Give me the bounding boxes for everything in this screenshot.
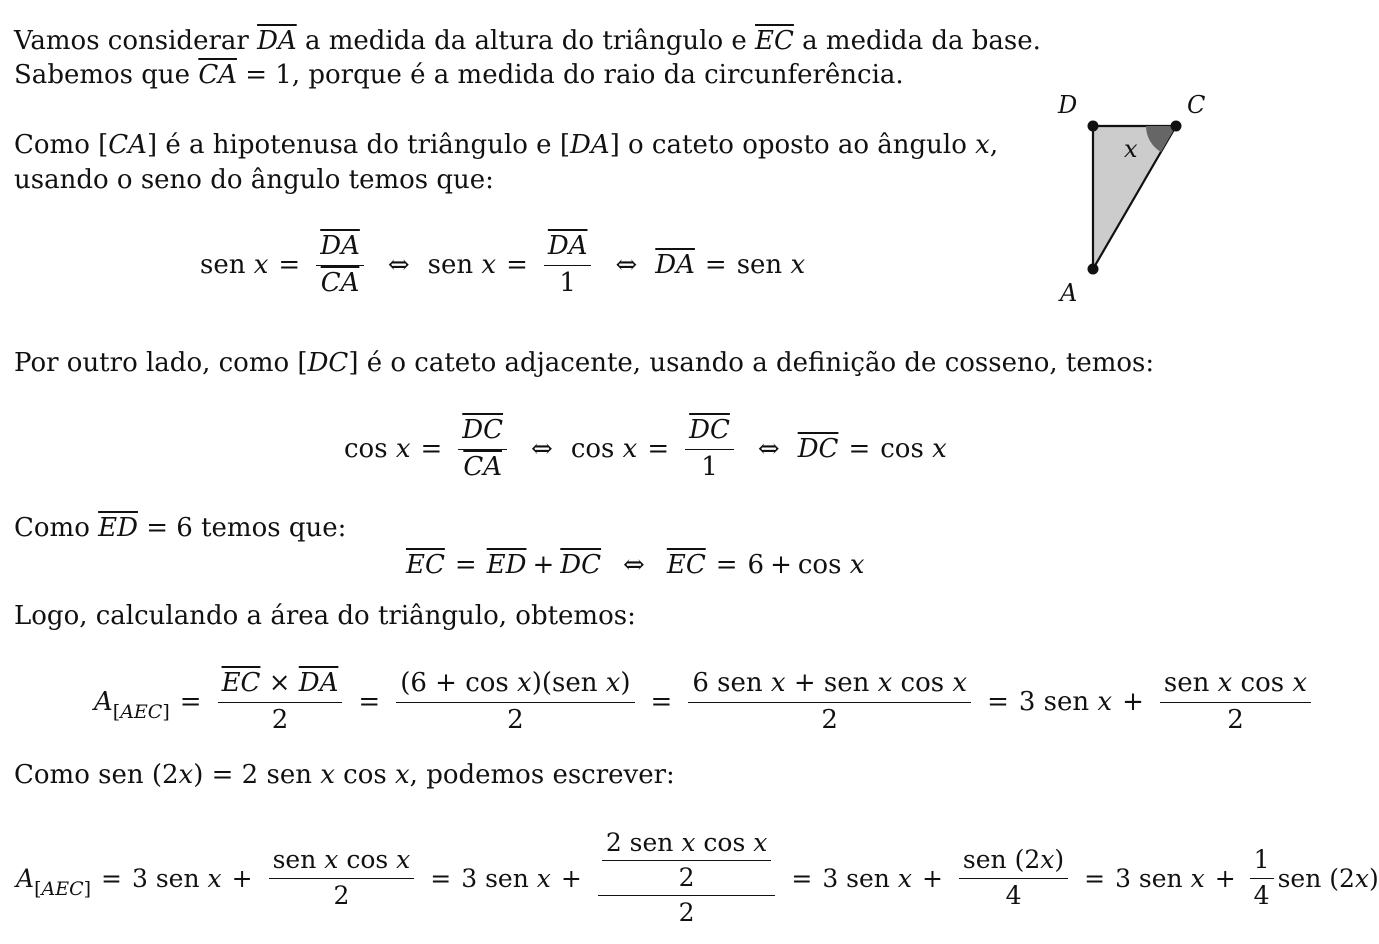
text-line-1 — [14, 28, 1041, 54]
eq-sign: = — [420, 434, 443, 464]
text: cos — [334, 760, 395, 790]
plus-sign: + — [921, 863, 943, 893]
variable-x: x — [178, 760, 194, 790]
eq-sign: = — [650, 687, 673, 717]
segment-ED: $\overline{ED}$ — [486, 550, 527, 580]
numerator: $\overline{EC} \times \overline{DA}$ — [218, 670, 343, 702]
text: Vamos considerar — [14, 26, 258, 56]
cos-text: cos x — [344, 434, 411, 464]
plus-sign: + — [1214, 863, 1236, 893]
denominator: 2 — [821, 704, 838, 735]
area-symbol: $A_{[AEC]}$ — [16, 863, 92, 900]
text-line-8 — [14, 762, 675, 788]
text-line-5 — [14, 350, 1154, 376]
term: 3 sen x — [822, 863, 912, 893]
cos-text: cos x — [880, 434, 947, 464]
segment-DA: $\overline{DA}$ — [257, 26, 297, 56]
text-line-2 — [14, 62, 904, 88]
iff-symbol: ⇔ — [623, 550, 645, 580]
segment-DC: $\overline{DC}$ — [797, 434, 839, 464]
denominator: CA — [463, 451, 502, 482]
text: Como — [14, 513, 99, 543]
fraction — [1160, 670, 1311, 734]
eq-sign: = — [715, 550, 738, 580]
text: = 1, porque é a medida do raio da circunferência. — [236, 60, 904, 90]
fraction — [396, 670, 634, 734]
variable-x: x — [320, 760, 335, 790]
text-line-4: usando o seno do ângulo temos que: — [14, 165, 494, 195]
segment-EC: $\overline{EC}$ — [666, 550, 706, 580]
eq-sign: = — [791, 863, 813, 893]
segment-ED: $\overline{ED}$ — [98, 513, 138, 543]
fraction — [1250, 847, 1274, 909]
fraction — [269, 847, 415, 909]
denominator: 2 — [678, 898, 695, 928]
plus-sign: + — [532, 550, 555, 580]
cos-text: cos x — [570, 434, 638, 464]
segment-EC: $\overline{EC}$ — [406, 550, 445, 580]
denominator: 2 — [1227, 704, 1244, 735]
inner-fraction — [602, 827, 772, 892]
eq-sign: = — [987, 687, 1009, 717]
iff-symbol: ⇔ — [757, 434, 780, 464]
term: 3 sen x — [461, 863, 551, 893]
number: 6 — [747, 550, 765, 580]
numerator — [598, 827, 776, 897]
iff-symbol: ⇔ — [615, 250, 638, 280]
eq-sign: = — [454, 550, 477, 580]
cos-text: cos x — [797, 550, 865, 580]
text: , podemos escrever: — [409, 760, 675, 790]
segment-CA: CA — [108, 130, 147, 160]
numerator: (6 + cos x)(sen x) — [396, 670, 634, 702]
plus-sign: + — [770, 550, 792, 580]
text-line-7: Logo, calculando a área do triângulo, obtemos: — [14, 601, 636, 631]
text: Sabemos que — [14, 60, 199, 90]
area-symbol: $A_{[AEC]}$ — [94, 687, 170, 723]
segment-DA: DA — [569, 130, 610, 160]
text: ] é o cateto adjacente, usando a definição de cosseno, temos: — [348, 348, 1155, 378]
plus-sign: + — [231, 863, 253, 893]
numerator: $\overline{DA}$ — [544, 233, 592, 265]
segment-CA: $\overline{CA}$ — [198, 60, 237, 90]
eq-sign: = — [704, 250, 727, 280]
denominator: 4 — [1253, 880, 1270, 910]
label-D: D — [1058, 91, 1078, 119]
text-line-3 — [14, 132, 998, 158]
denominator: 4 — [1005, 880, 1022, 910]
fraction — [688, 670, 971, 734]
plus-sign: + — [560, 863, 582, 893]
text: Por outro lado, como [ — [14, 348, 308, 378]
variable-x: x — [975, 130, 990, 160]
text: , — [989, 130, 999, 160]
iff-symbol: ⇔ — [387, 250, 410, 280]
variable-x: x — [395, 760, 410, 790]
fraction — [959, 847, 1068, 909]
text: = 6 temos que: — [137, 513, 347, 543]
point-A — [1088, 264, 1099, 275]
denominator: 1 — [559, 267, 576, 298]
fraction — [544, 233, 592, 297]
eq-sign: = — [647, 434, 670, 464]
text: ] o cateto oposto ao ângulo — [609, 130, 976, 160]
sen-text: sen x — [427, 250, 497, 280]
label-C: C — [1187, 91, 1206, 119]
denominator: CA — [320, 267, 360, 298]
inner-numerator: 2 sen x cos x — [602, 830, 772, 861]
equation-base — [406, 548, 864, 582]
sen-text: sen x — [736, 250, 806, 280]
numerator: 6 sen x + sen x cos x — [688, 670, 971, 702]
eq-sign: = — [506, 250, 528, 280]
label-A: A — [1060, 279, 1078, 307]
eq-sign: = — [101, 863, 122, 893]
text: a medida da altura do triângulo e — [296, 26, 756, 56]
eq-sign: = — [848, 434, 871, 464]
denominator: 1 — [701, 451, 718, 482]
denominator: 2 — [271, 704, 289, 735]
point-C — [1171, 121, 1182, 132]
denominator: 2 — [333, 880, 350, 910]
equation-area — [94, 664, 1317, 740]
point-D — [1088, 121, 1099, 132]
eq-sign: = — [278, 250, 301, 280]
numerator: sen x cos x — [269, 847, 415, 878]
eq-sign: = — [179, 687, 202, 717]
numerator: $\overline{DC}$ — [458, 417, 507, 449]
fraction — [316, 233, 364, 297]
text: a medida da base. — [793, 26, 1041, 56]
equation-final — [16, 818, 1379, 938]
numerator: $\overline{DA}$ — [316, 233, 364, 265]
eq-sign: = — [430, 863, 452, 893]
term: 3 sen x — [1018, 687, 1113, 717]
text: Como [ — [14, 130, 109, 160]
iff-symbol: ⇔ — [531, 434, 553, 464]
label-angle-x: x — [1124, 135, 1138, 163]
eq-sign: = — [1084, 863, 1106, 893]
segment-DA: $\overline{DA}$ — [655, 250, 695, 280]
numerator: 1 — [1250, 847, 1274, 878]
term: 3 sen x — [132, 863, 222, 893]
segment-EC: $\overline{EC}$ — [755, 26, 794, 56]
eq-sign: = — [358, 687, 381, 717]
text: ) = 2 sen — [193, 760, 321, 790]
term: 3 sen x — [1115, 863, 1205, 893]
numerator: sen (2x) — [959, 847, 1068, 878]
term: sen (2x) — [1277, 863, 1379, 893]
fraction — [685, 417, 734, 481]
segment-DC: $\overline{DC}$ — [560, 550, 602, 580]
text-line-6 — [14, 515, 346, 541]
plus-sign: + — [1122, 687, 1144, 717]
text: Como sen (2 — [14, 760, 179, 790]
triangle-figure — [1050, 86, 1220, 311]
sen-text: sen x — [200, 250, 269, 280]
denominator: 2 — [507, 704, 524, 735]
inner-denominator: 2 — [678, 862, 695, 892]
fraction — [218, 670, 343, 734]
segment-DC: DC — [307, 348, 349, 378]
text: ] é a hipotenusa do triângulo e [ — [146, 130, 570, 160]
fraction — [458, 417, 507, 481]
compound-fraction — [598, 827, 776, 928]
numerator: $\overline{DC}$ — [685, 417, 734, 449]
equation-cosine — [344, 412, 947, 486]
equation-sine — [200, 228, 805, 302]
numerator: sen x cos x — [1160, 670, 1311, 702]
